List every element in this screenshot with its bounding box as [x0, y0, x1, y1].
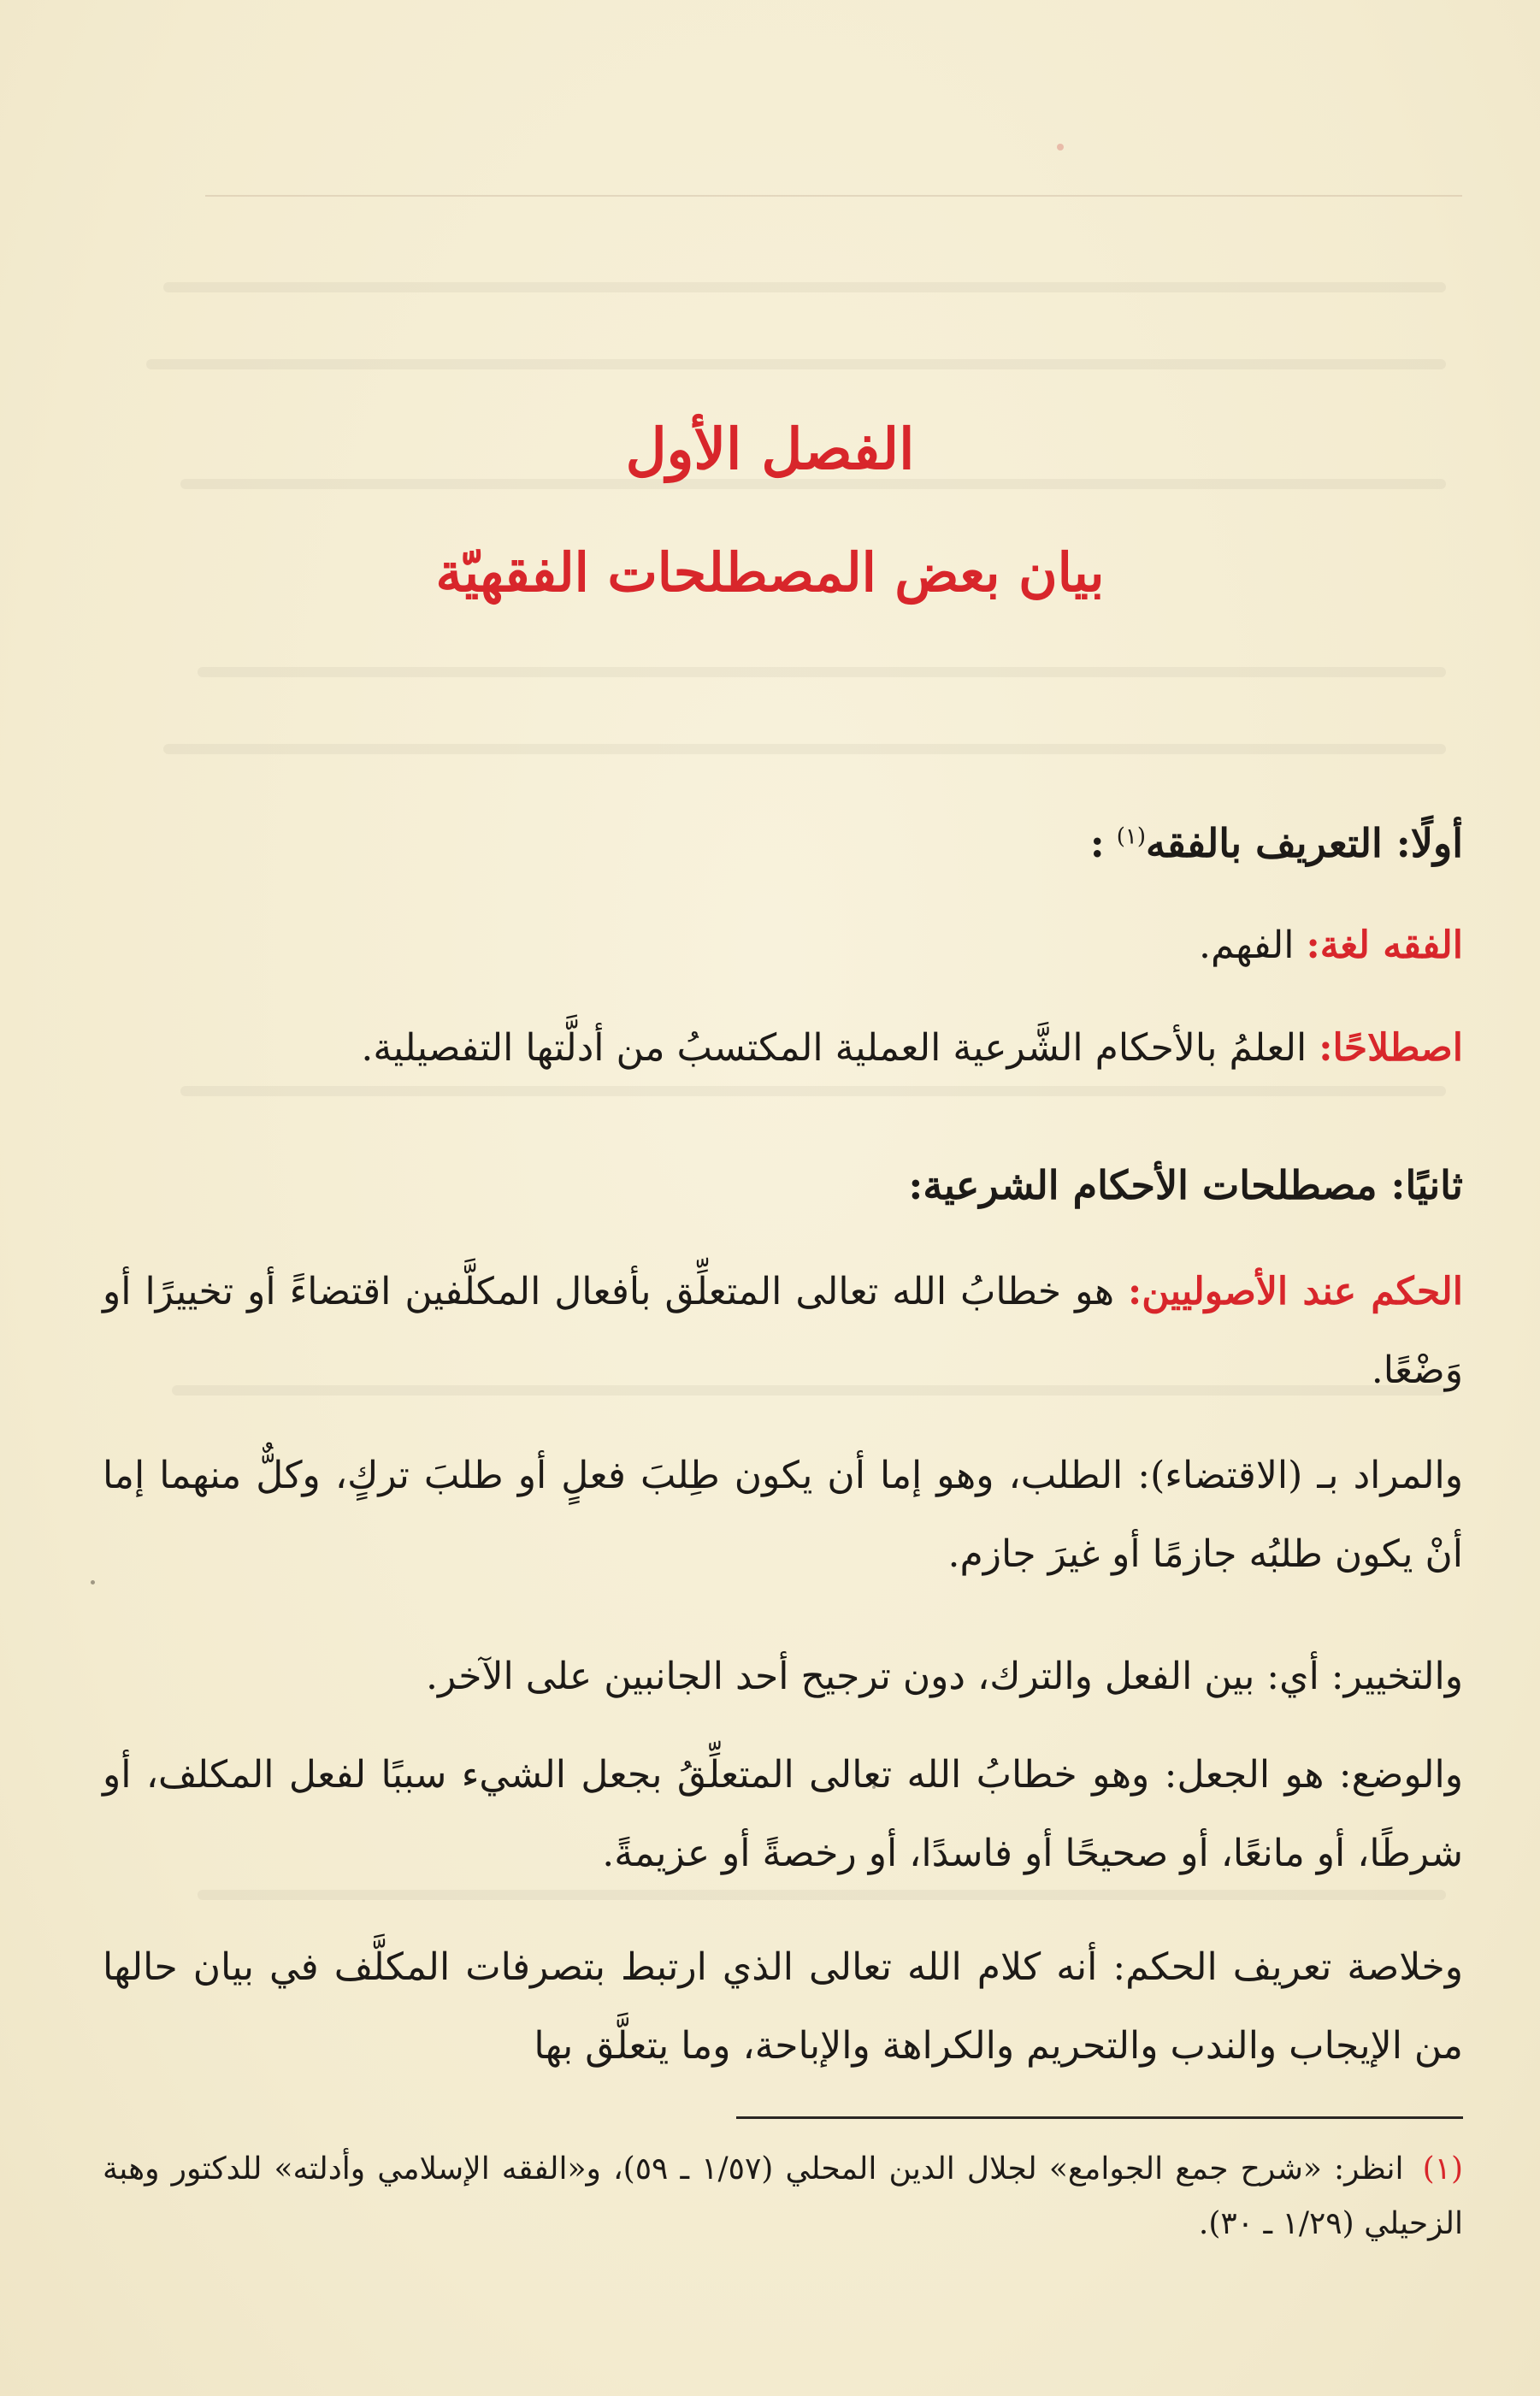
fiqh-lang-label: الفقه لغة: [1306, 924, 1463, 967]
hukm-text: هو خطابُ الله تعالى المتعلِّق بأفعال المكلَّفين اقتضاءً أو تخييرًا أو وَضْعًا. [103, 1270, 1463, 1392]
footnote-separator [736, 2116, 1463, 2119]
bleed-through-line [163, 744, 1446, 754]
khulasa-paragraph [103, 1928, 1463, 2086]
chapter-subtitle: بيان بعض المصطلحات الفقهيّة [435, 541, 1105, 604]
takhyir-paragraph [103, 1638, 1463, 1716]
section2-heading-line [103, 1146, 1463, 1226]
bleed-through-line [198, 667, 1446, 677]
footnote-number: (١) [1422, 2151, 1463, 2186]
running-header-rule [205, 195, 1462, 197]
iqtida-text: والمراد بـ (الاقتضاء): الطلب، وهو إما أن يكون طِلبَ فعلٍ أو طلبَ تركٍ، وكلٌّ منهما إما أنْ يكون طلبُه جازمًا أو غيرَ جازم. [103, 1454, 1463, 1576]
bleed-through-line [146, 359, 1446, 369]
bleed-through-line [163, 282, 1446, 292]
fiqh-lang-line [103, 906, 1463, 985]
running-head-bleed [1147, 128, 1454, 173]
fiqh-term-text: العلمُ بالأحكام الشَّرعية العملية المكتسبُ من أدلَّتها التفصيلية. [361, 1026, 1307, 1070]
iqtida-paragraph [103, 1437, 1463, 1594]
paper-speck [872, 1785, 876, 1789]
fiqh-lang-text: الفهم. [1199, 924, 1295, 967]
hukm-paragraph [103, 1253, 1463, 1410]
hukm-label: الحكم عند الأصوليين: [1128, 1270, 1463, 1313]
section1-heading-line [103, 804, 1463, 884]
takhyir-text: والتخيير: أي: بين الفعل والترك، دون ترجيح أحد الجانبين على الآخر. [425, 1655, 1463, 1698]
wad-paragraph [103, 1736, 1463, 1893]
paper-speck [91, 1580, 95, 1585]
fiqh-term-label: اصطلاحًا: [1319, 1026, 1463, 1070]
ink-dot [1057, 144, 1064, 150]
chapter-title: الفصل الأول [625, 416, 915, 482]
fiqh-term-line [103, 1009, 1463, 1088]
section1-colon: : [1089, 820, 1105, 866]
khulasa-text: وخلاصة تعريف الحكم: أنه كلام الله تعالى الذي ارتبط بتصرفات المكلَّف في بيان حالها من الإيجاب والندب والتحريم والكراهة والإباحة، وما يتعلَّق بها [103, 1945, 1463, 2068]
footnote-text: انظر: «شرح جمع الجوامع» لجلال الدين المحلي (١/٥٧ ـ ٥٩)، و«الفقه الإسلامي وأدلته» للدكتور وهبة الزحيلي (١/٢٩ ـ ٣٠). [103, 2151, 1463, 2241]
section1-heading: أولًا: التعريف بالفقه [1146, 820, 1463, 866]
wad-text: والوضع: هو الجعل: وهو خطابُ الله تعالى المتعلِّقُ بجعل الشيء سببًا لفعل المكلف، أو شرطًا، أو مانعًا، أو صحيحًا أو فاسدًا، أو رخصةً أو عزيمةً. [103, 1753, 1463, 1875]
footnote [103, 2142, 1463, 2251]
section2-heading: ثانيًا: مصطلحات الأحكام الشرعية: [908, 1162, 1463, 1208]
footnote-ref: (١) [1116, 823, 1147, 850]
